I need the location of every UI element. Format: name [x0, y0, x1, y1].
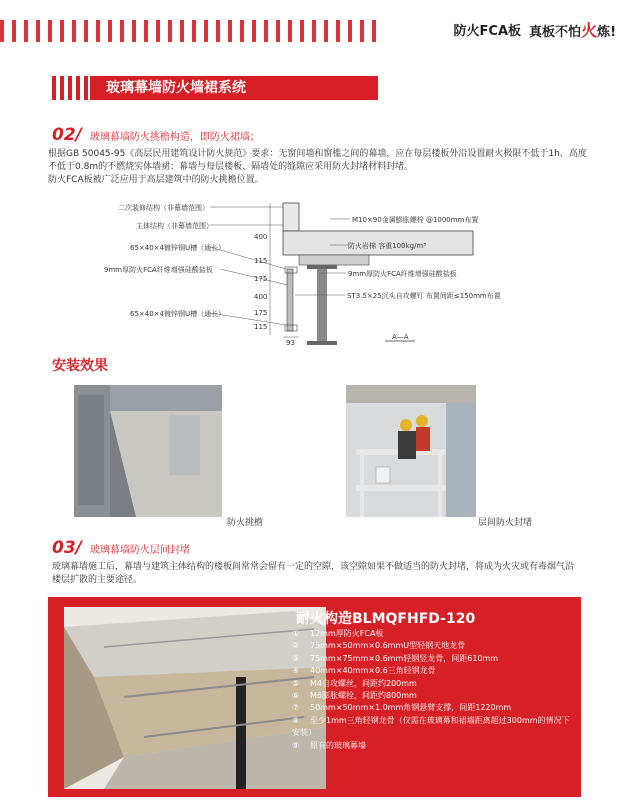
diagram-label-left-3: 65×40×4镀锌钢U槽（通长）	[130, 244, 226, 252]
spec-item: ① 12mm厚防火FCA板	[292, 629, 384, 638]
install-heading: 安装效果	[52, 358, 108, 374]
spec-item: ⑨ 原有的玻璃幕墙	[292, 740, 366, 750]
section-number: 03/	[52, 538, 82, 558]
spec-item: ④ 40mm×40mm×0.6三角轻钢龙骨	[292, 666, 436, 676]
spec-item: ⑧ 至少1mm三角轻钢龙骨（仅需在玻璃幕和裙墙距离超过300mm的情况下安装）	[292, 715, 570, 738]
diagram-label-right-2: 防火岩棉 容重100kg/m³	[348, 242, 427, 250]
spec-item: ② 75mm×50mm×0.6mmU型轻钢天地龙骨	[292, 641, 466, 651]
dim-1: 400	[254, 233, 268, 241]
diagram-label-left-2: 主体结构（非幕墙范围）	[136, 222, 213, 230]
spec-item: ⑤ M4自攻螺丝，间距约200mm	[292, 678, 417, 688]
caption-fire-eave: 防火挑檐	[227, 518, 264, 528]
section-mark: A—A	[392, 333, 409, 341]
header-stripes	[0, 20, 380, 42]
spec-list	[292, 628, 574, 752]
caption-interlayer-seal: 层间防火封堵	[478, 518, 533, 528]
title-stripes	[52, 76, 92, 100]
diagram-label-right-1: M10×90金属膨胀螺栓 @1000mm布置	[352, 216, 479, 224]
dim-4: 400	[254, 293, 268, 301]
brand-slogan-b: 炼!	[597, 25, 616, 40]
section-03-heading	[52, 538, 190, 558]
spec-item: ⑦ 50mm×50mm×1.0mm角钢悬臂支撑，间距1220mm	[292, 703, 512, 713]
spec-item: ⑥ M6膨胀螺栓，间距约800mm	[292, 691, 417, 701]
spec-construction-image	[64, 607, 326, 789]
diagram-label-right-4: ST3.5×25沉头自攻螺钉 布置间距≤150mm布置	[347, 292, 501, 300]
section-02-text	[48, 148, 588, 187]
dim-5: 175	[254, 309, 268, 317]
photo-fire-eave	[74, 385, 222, 517]
dim-2: 115	[254, 257, 268, 265]
brand-product: 防火FCA板	[453, 24, 522, 39]
diagram-label-left-4: 9mm厚防火FCA纤维增强硅酸盐板	[104, 266, 213, 274]
diagram-label-left-5: 65×40×4镀锌钢U槽（通长）	[130, 310, 226, 318]
dim-6: 115	[254, 323, 268, 331]
section-02-paragraph: 根据GB 50045-95《高层民用建筑设计防火规范》要求：无窗间墙和窗槛之间的幕墙，应在每层楼板外沿设置耐火极限不低于1h、高度不低于0.8m的不燃烧实体墙裙；幕墙与每层楼板、隔墙处的缝隙应采用防火封堵材料封堵。	[48, 149, 587, 172]
brand-slogan-a: 真板不怕	[529, 25, 582, 40]
spec-item: ③ 75mm×75mm×0.6mm轻钢竖龙骨，间距610mm	[292, 653, 499, 663]
section-diagram	[100, 195, 530, 355]
section-02-heading	[52, 125, 260, 145]
spec-title: 耐火构造BLMQFHFD-120	[296, 611, 476, 627]
section-03-paragraph: 玻璃幕墙施工后，幕墙与建筑主体结构的楼板间常常会留有一定的空隙，该空隙如果不做适当的防火封堵，将成为火灾或有毒烟气沿楼层扩散的主要途径。	[52, 562, 575, 585]
section-label: 玻璃幕墙防火挑檐构造，即防火裙墙；	[89, 131, 260, 143]
brand-header	[0, 0, 630, 52]
section-label: 玻璃幕墙防火层间封堵	[89, 544, 190, 556]
page-title: 玻璃幕墙防火墙裙系统	[90, 76, 378, 100]
diagram-label-right-3: 9mm厚防火FCA纤维增强硅酸盐板	[348, 270, 457, 278]
photo-interlayer-seal	[346, 385, 476, 517]
section-02-paragraph-2: 防火FCA板被广泛应用于高层建筑中的防火挑檐位置。	[48, 175, 264, 185]
page-title-block	[52, 76, 378, 100]
dim-3: 175	[254, 275, 268, 283]
dim-7: 93	[286, 339, 295, 347]
brand-logo	[454, 18, 616, 41]
diagram-label-left-1: 二次装修结构（非幕墙范围）	[118, 204, 209, 212]
brand-slogan-fire: 火	[581, 21, 598, 40]
section-number: 02/	[52, 125, 82, 145]
